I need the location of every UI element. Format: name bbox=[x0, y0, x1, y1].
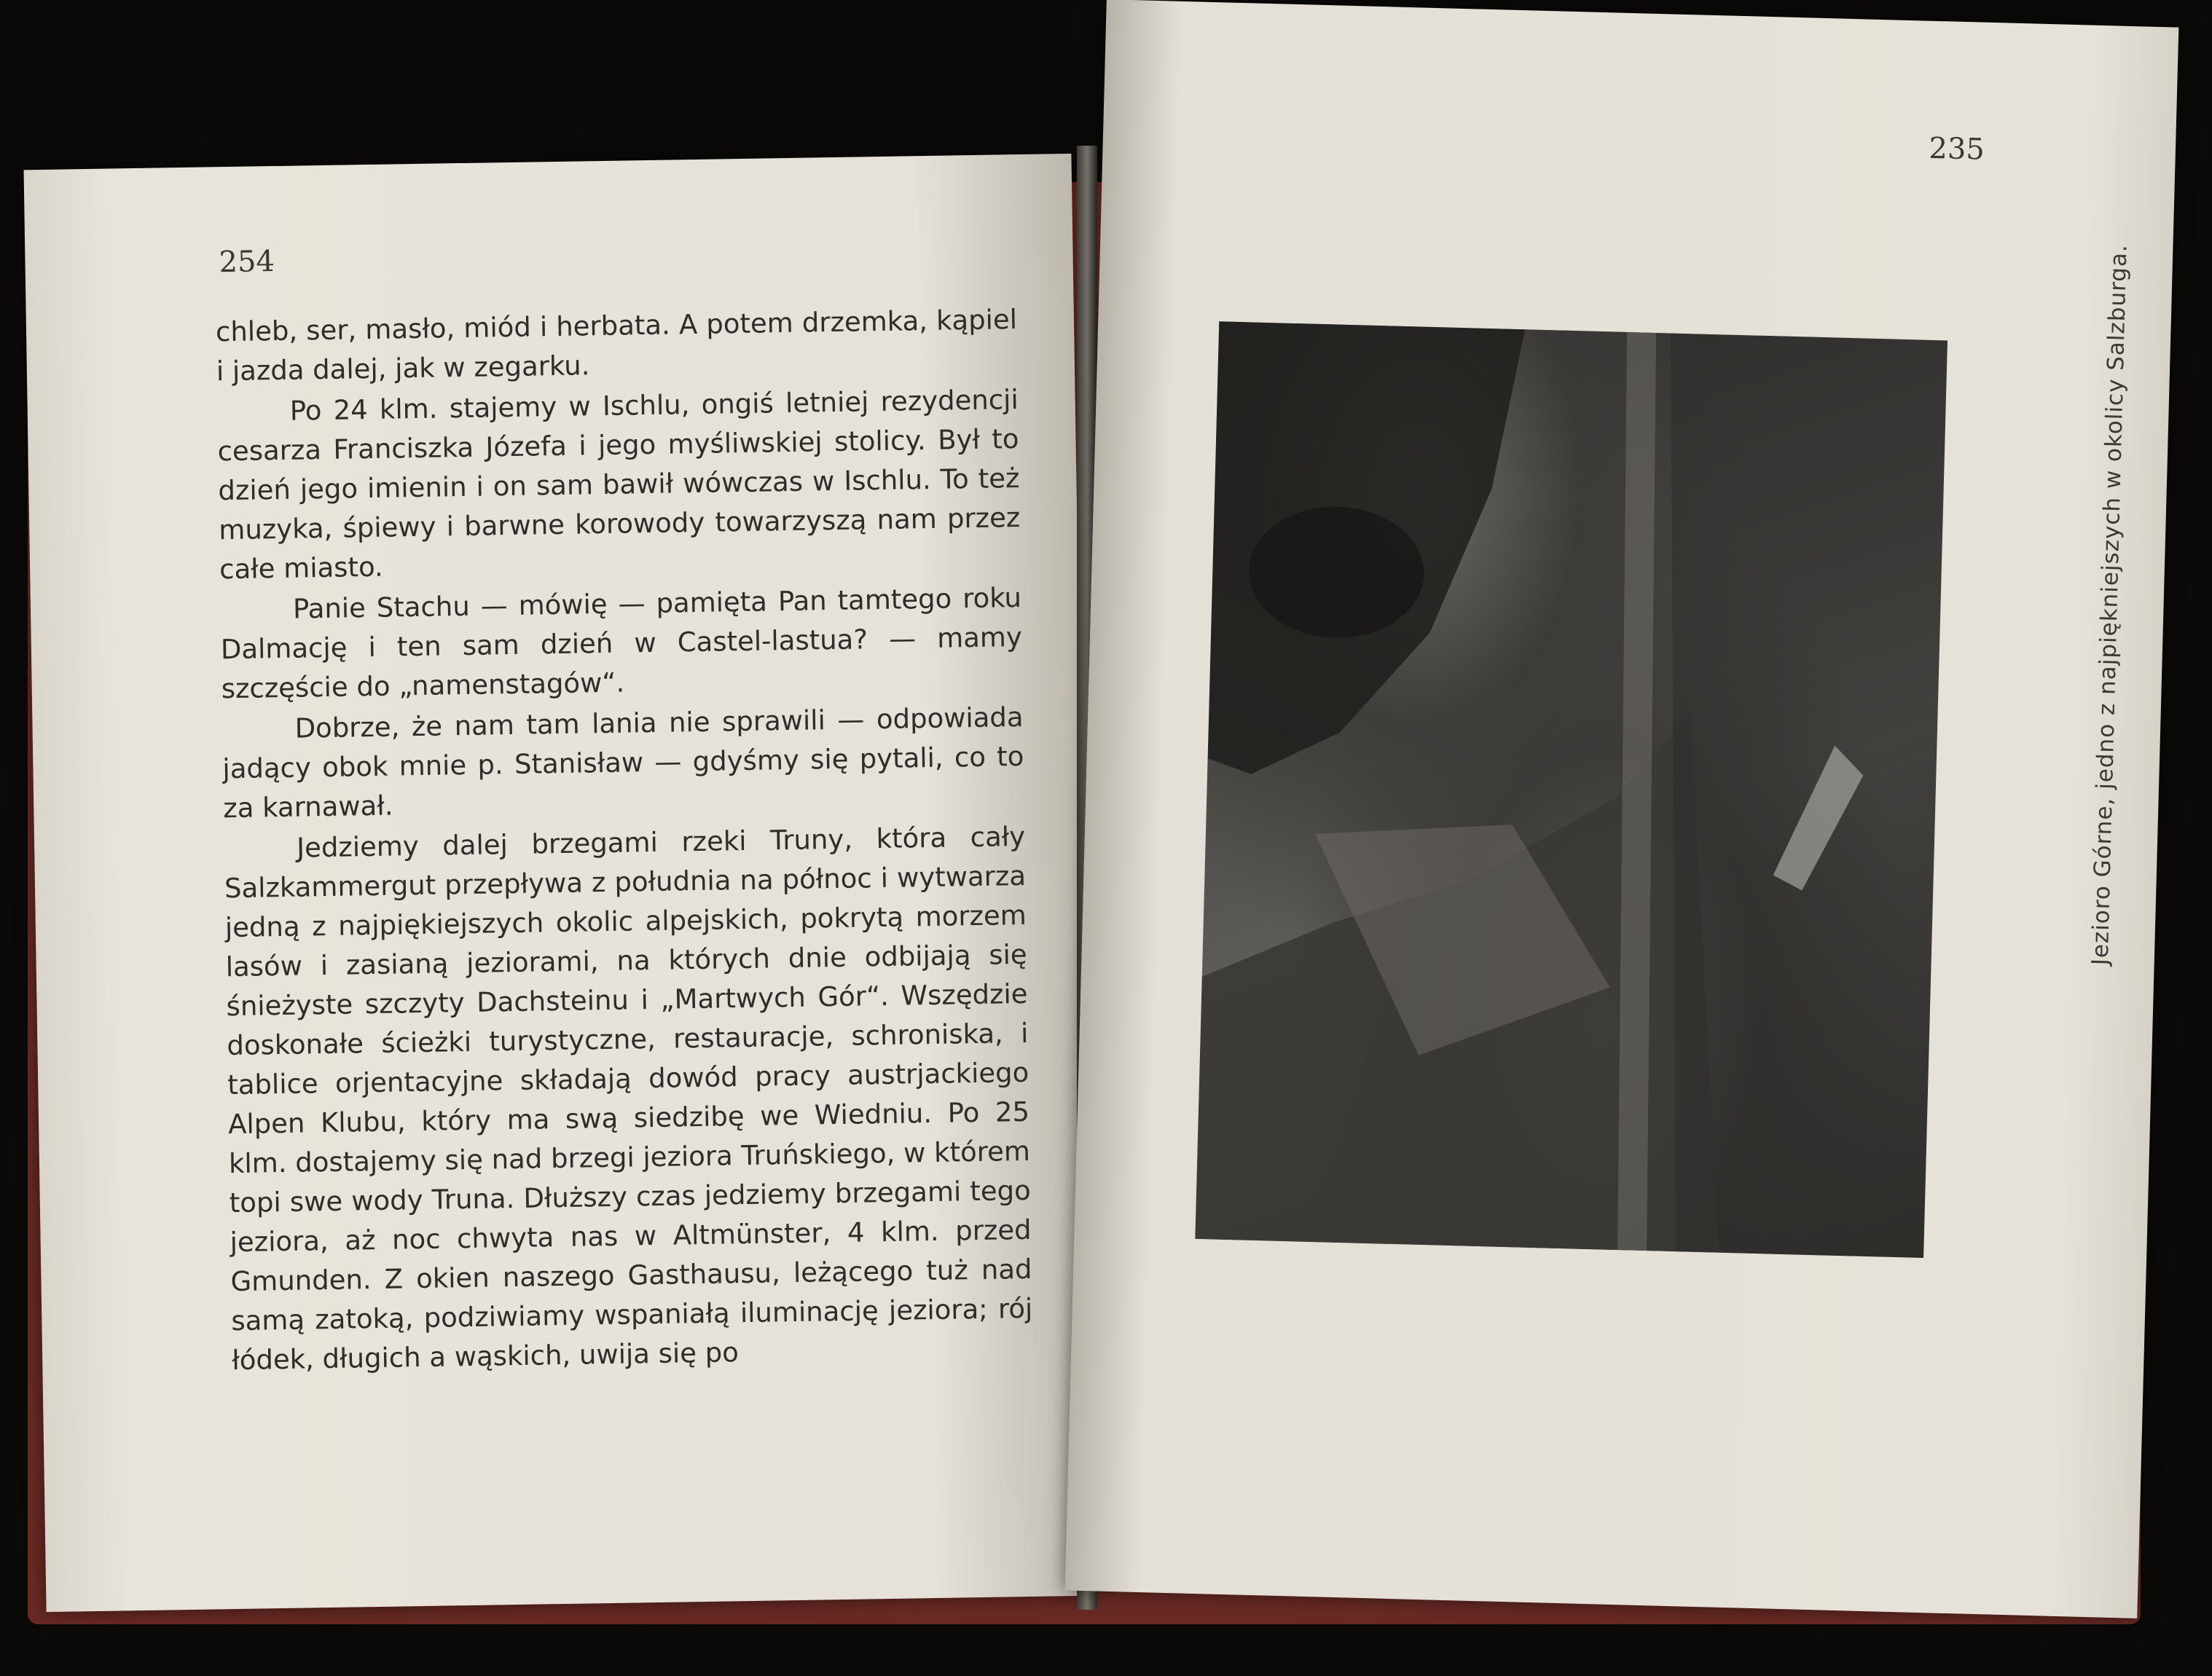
paragraph-3: Panie Stachu — mówię — pamięta Pan tamtego roku Dalmację i ten sam dzień w Castel-lastua? — mamy szczęście do „namenstagów“. bbox=[220, 581, 1023, 705]
left-page-number: 254 bbox=[219, 245, 275, 280]
paragraph-4: Dobrze, że nam tam lania nie sprawili — odpowiada jadący obok mnie p. Stanisław — gdyśmy się pytali, co to za karnawał. bbox=[222, 701, 1024, 825]
paragraph-5: Jedziemy dalej brzegami rzeki Truny, która cały Salzkammergut przepływa z południa na północ i wytwarza jedną z najpiękiejszych okolic alpejskich, pokrytą morzem lasów i zasianą jeziorami, na których dnie odbijają się śnieżyste szczyty Dachsteinu i „Martwych Gór“. Wszędzie doskonałe ścieżki turystyczne, restauracje, schroniska, i tablice orjentacyjne składają dowód pracy austrjackiego Alpen Klubu, który ma swą siedzibę we Wiedniu. Po 25 klm. dostajemy się nad brzegi jeziora Truńskiego, w którem topi swe wody Truna. Dłuższy czas jedziemy brzegami tego jeziora, aż noc chwyta nas w Altmünster, 4 klm. przed Gmunden. Z okien naszego Gasthausu, leżącego tuż nad samą zatoką, podziwiamy wspaniałą iluminację jeziora; rój łódek, długich a wąskich, uwija się po bbox=[224, 820, 1033, 1377]
right-page bbox=[1065, 0, 2179, 1618]
right-page-number: 235 bbox=[1928, 131, 1985, 167]
lake-photo bbox=[1195, 321, 1948, 1258]
photo-caption: Jezioro Górne, jedno z najpiękniejszych w okolicy Salzburga. bbox=[2087, 243, 2133, 966]
paragraph-1: chleb, ser, masło, miód i herbata. A potem drzemka, kąpiel i jazda dalej, jak w zegarku. bbox=[215, 304, 1018, 387]
left-page bbox=[24, 154, 1094, 1612]
left-page-text bbox=[216, 300, 1034, 1382]
paragraph-2: Po 24 klm. stajemy w Ischlu, ongiś letniej rezydencji cesarza Franciszka Józefa i jego myśliwskiej stolicy. Był to dzień jego imienin i on sam bawił wówczas w Ischlu. To też muzyka, śpiewy i barwne korowody towarzyszą nam przez całe miasto. bbox=[217, 384, 1021, 586]
lake-photo-scene bbox=[1195, 321, 1948, 1258]
